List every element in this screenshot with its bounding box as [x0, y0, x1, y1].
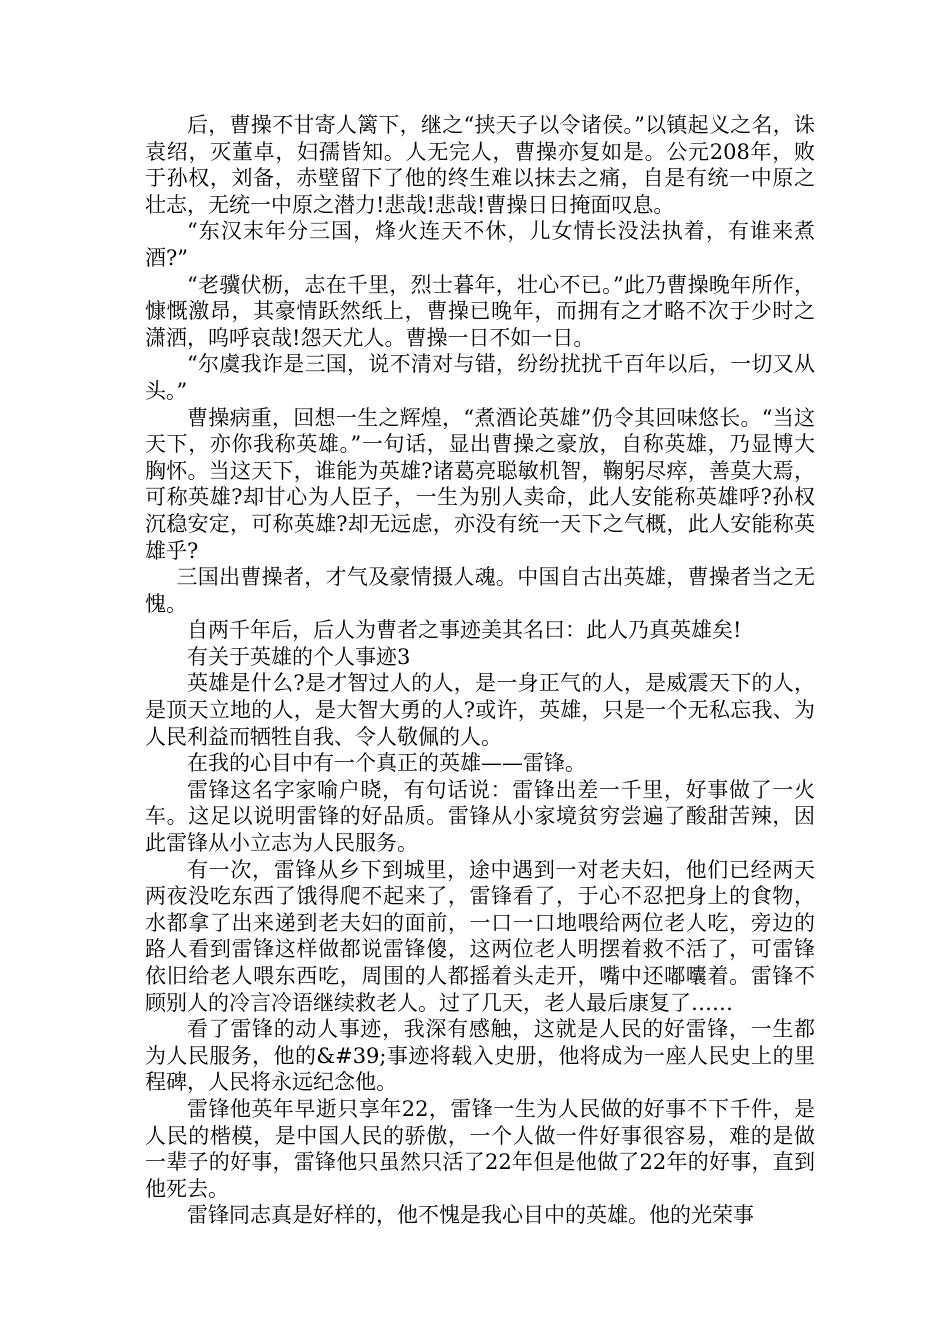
paragraph-heroes-discussion: 曹操病重，回想一生之辉煌，“煮酒论英雄”仍令其回味悠长。“当这天下，亦你我称英雄。”一句话，显出曹操之豪放，自称英雄，乃显博大胸怀。当这天下，谁能为英雄?诸葛亮聪敏机智，鞠躬尽瘁，善莫大焉，可称英雄?却甘心为人臣子，一生为别人卖命，此人安能称英雄呼?孙权沉稳安定，可称英雄?却无远虑，亦没有统一天下之气概，此人安能称英雄乎?	[145, 405, 815, 563]
paragraph-caocao-career: 后，曹操不甘寄人篱下，继之“挟天子以令诸侯。”以镇起义之名，诛袁绍，灭董卓，妇孺皆知。人无完人，曹操亦复如是。公元208年，败于孙权，刘备，赤壁留下了他的终生难以抹去之痛，自是有统一中原之壮志，无统一中原之潜力!悲哉!悲哉!曹操日日掩面叹息。	[145, 113, 815, 217]
paragraph-leifeng-lifetime: 雷锋他英年早逝只享年22，雷锋一生为人民做的好事不下千件，是人民的楷模，是中国人民的骄傲，一个人做一件好事很容易，难的是做一辈子的好事，雷锋他只虽然只活了22年但是他做了22年的好事，直到他死去。	[145, 1096, 815, 1201]
paragraph-leifeng-conclusion: 雷锋同志真是好样的，他不愧是我心目中的英雄。他的光荣事	[187, 1203, 754, 1228]
paragraph-caocao-talent: 三国出曹操者，才气及豪情摄人魂。中国自古出英雄，曹操者当之无愧。	[145, 565, 815, 616]
paragraph-leifeng-fame: 雷锋这名字家喻户晓，有句话说：雷锋出差一千里，好事做了一火车。这足以说明雷锋的好品质。雷锋从小家境贫穷尝遍了酸甜苦辣，因此雷锋从小立志为人民服务。	[145, 777, 815, 856]
paragraph-lyric-three-kingdoms: “东汉末年分三国，烽火连天不休，儿女情长没法执着，有谁来煮酒?”	[145, 219, 815, 270]
paragraph-leifeng-impression: 看了雷锋的动人事迹，我深有感触，这就是人民的好雷锋，一生都为人民服务，他的&#39;事迹将载入史册，他将成为一座人民史上的里程碑，人民将永远纪念他。	[145, 1017, 815, 1095]
section-heading: 有关于英雄的个人事迹3	[187, 644, 411, 669]
paragraph-true-hero: 自两千年后，后人为曹者之事迹美其名曰：此人乃真英雄矣!	[187, 618, 742, 643]
paragraph-old-steed-poem: “老骥伏枥，志在千里，烈士暮年，壮心不已。”此乃曹操晚年所作，慷慨激昂，其豪情跃然纸上，曹操已晚年，而拥有之才略不次于少时之潇洒，呜呼哀哉!怨天尤人。曹操一日不如一日。	[145, 272, 815, 350]
document-page	[145, 112, 815, 1229]
paragraph-leifeng-intro: 在我的心目中有一个真正的英雄——雷锋。	[187, 751, 586, 776]
paragraph-what-is-hero: 英雄是什么?是才智过人的人，是一身正气的人，是威震天下的人，是顶天立地的人，是大智大勇的人?或许，英雄，只是一个无私忘我、为人民利益而牺牲自我、令人敬佩的人。	[145, 671, 815, 749]
paragraph-lyric-intrigue: “尔虞我诈是三国，说不清对与错，纷纷扰扰千百年以后，一切又从头。”	[145, 352, 815, 403]
paragraph-leifeng-story: 有一次，雷锋从乡下到城里，途中遇到一对老夫妇，他们已经两天两夜没吃东西了饿得爬不起来了，雷锋看了，于心不忍把身上的食物，水都拿了出来递到老夫妇的面前，一口一口地喂给两位老人吃，旁边的路人看到雷锋这样做都说雷锋傻，这两位老人明摆着救不活了，可雷锋依旧给老人喂东西吃，周围的人都摇着头走开，嘴中还嘟囔着。雷锋不顾别人的冷言冷语继续救老人。过了几天，老人最后康复了……	[145, 857, 815, 1015]
